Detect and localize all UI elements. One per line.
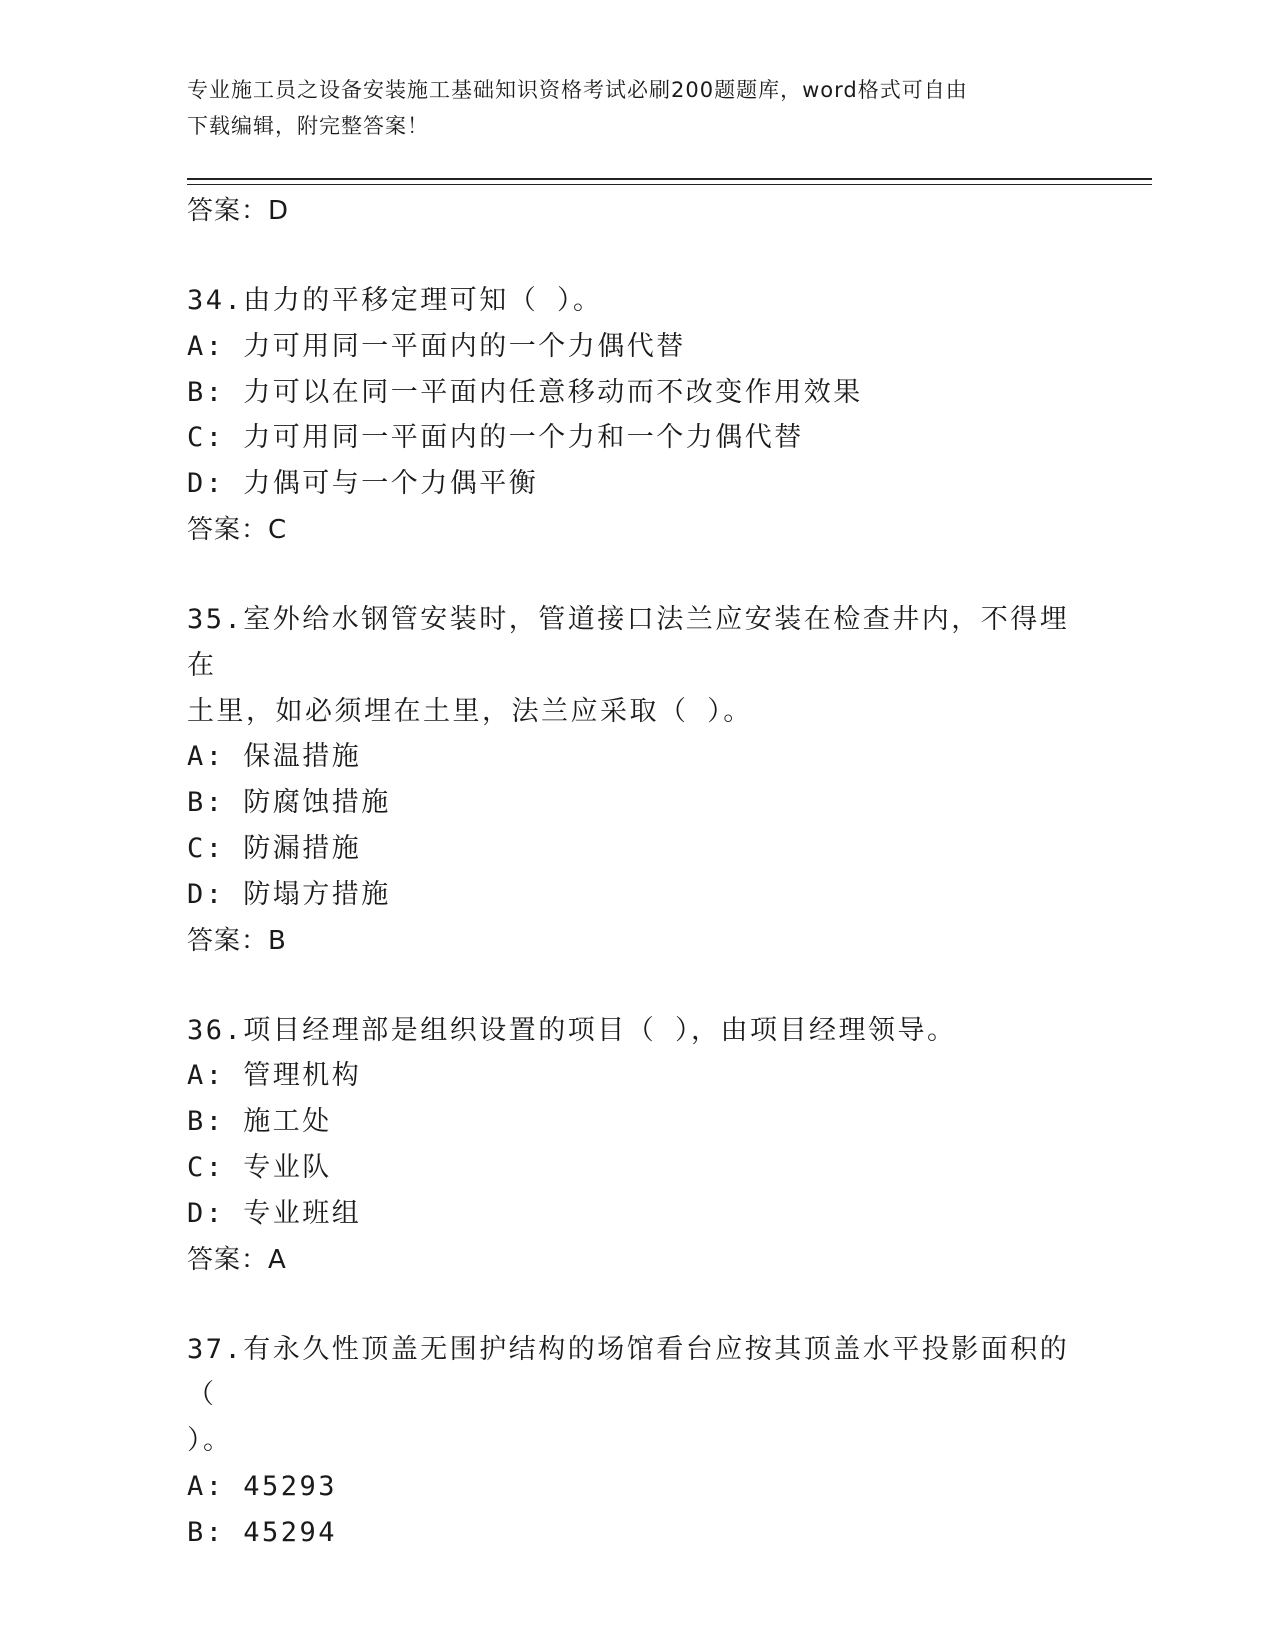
answer-line: 答案：C xyxy=(187,514,288,545)
option-b: B: 防腐蚀措施 xyxy=(187,787,391,819)
question-37 xyxy=(187,1327,1087,1556)
answer-line: 答案：D xyxy=(187,196,290,226)
question-text: 34.由力的平移定理可知（ ）。 xyxy=(187,285,603,316)
option-c: C: 防漏措施 xyxy=(187,832,362,864)
option-c: C: 专业队 xyxy=(187,1151,332,1183)
answer-line: 答案：A xyxy=(187,1244,287,1275)
option-d: D: 力偶可与一个力偶平衡 xyxy=(187,468,539,500)
header-line-1: 专业施工员之设备安装施工基础知识资格考试必刷200题题库，word格式可自由 xyxy=(187,78,968,102)
option-b: B: 力可以在同一平面内任意移动而不改变作用效果 xyxy=(187,376,863,408)
option-c: C: 力可用同一平面内的一个力和一个力偶代替 xyxy=(187,422,804,454)
question-text: 36.项目经理部是组织设置的项目（ ），由项目经理领导。 xyxy=(187,1014,957,1046)
document-body xyxy=(187,188,1087,1556)
option-a: A: 管理机构 xyxy=(187,1060,362,1092)
answer-line: 答案：B xyxy=(187,925,287,956)
header-line-2: 下载编辑，附完整答案！ xyxy=(187,114,429,138)
question-34 xyxy=(187,278,1087,553)
question-text: 37.有永久性顶盖无围护结构的场馆看台应按其顶盖水平投影面积的（ xyxy=(187,1333,1070,1411)
question-35 xyxy=(187,597,1087,964)
header-rule-thin xyxy=(187,184,1152,185)
question-text-continued: ）。 xyxy=(187,1425,233,1457)
option-b: B: 45294 xyxy=(187,1516,338,1548)
option-a: A: 45293 xyxy=(187,1470,338,1502)
option-d: D: 专业班组 xyxy=(187,1197,362,1229)
header-rule-thick xyxy=(187,178,1152,180)
option-a: A: 力可用同一平面内的一个力偶代替 xyxy=(187,330,686,362)
option-b: B: 施工处 xyxy=(187,1106,332,1138)
document-header xyxy=(187,72,1087,144)
question-text: 35.室外给水钢管安装时，管道接口法兰应安装在检查井内，不得埋在 xyxy=(187,603,1070,681)
option-d: D: 防塌方措施 xyxy=(187,878,391,910)
question-text-continued: 土里，如必须埋在土里，法兰应采取（ ）。 xyxy=(187,695,753,727)
question-36 xyxy=(187,1008,1087,1283)
option-a: A: 保温措施 xyxy=(187,741,362,773)
